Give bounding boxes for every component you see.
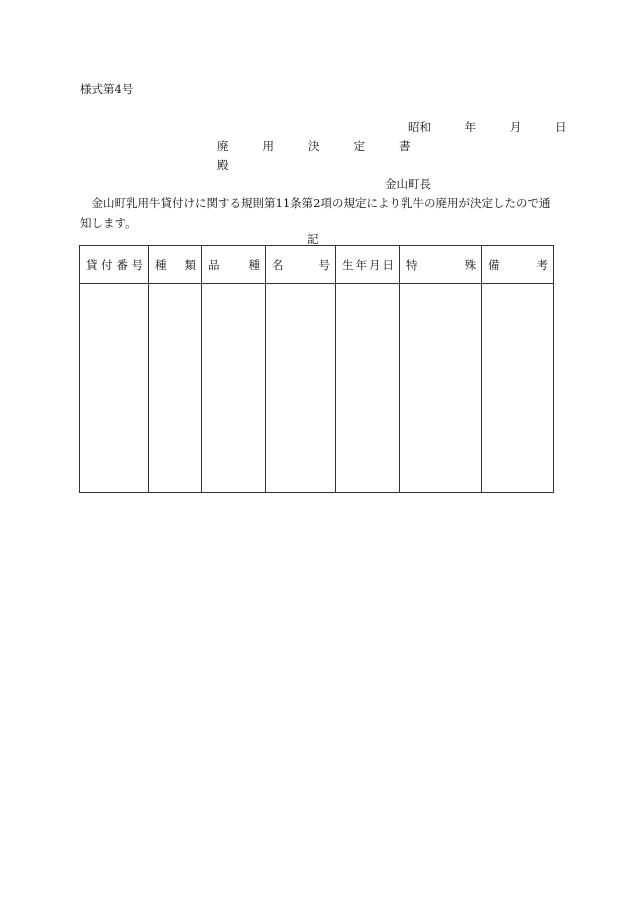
body-text: 金山町乳用牛貸付けに関する規則第11条第2項の規定により乳牛の廃用が決定したので通知します。 (80, 196, 551, 230)
date-line (408, 119, 566, 135)
addressee: 殿 (217, 158, 229, 172)
date-era: 昭和 (408, 120, 431, 134)
header-remarks: 備考 (482, 246, 554, 284)
date-day-label: 日 (554, 120, 567, 134)
sender: 金山町長 (385, 177, 431, 191)
form-number: 様式第4号 (80, 82, 134, 96)
header-loan-number: 貸付番号 (80, 246, 149, 284)
cell-breed (202, 284, 266, 493)
header-birth-date: 生年月日 (336, 246, 400, 284)
header-type: 種類 (149, 246, 202, 284)
date-year-label: 年 (464, 120, 477, 134)
cell-type (149, 284, 202, 493)
cell-birth-date (336, 284, 400, 493)
table-header-row (80, 246, 554, 284)
ki-label: 記 (307, 232, 319, 246)
date-month-label: 月 (509, 120, 522, 134)
cell-name (266, 284, 336, 493)
cell-loan-number (80, 284, 149, 493)
items-table (79, 245, 554, 493)
cell-remarks (482, 284, 554, 493)
header-special: 特殊 (400, 246, 482, 284)
header-name: 名号 (266, 246, 336, 284)
header-breed: 品種 (202, 246, 266, 284)
table-row (80, 284, 554, 493)
document-title: 廃用決定書 (217, 139, 445, 153)
cell-special (400, 284, 482, 493)
